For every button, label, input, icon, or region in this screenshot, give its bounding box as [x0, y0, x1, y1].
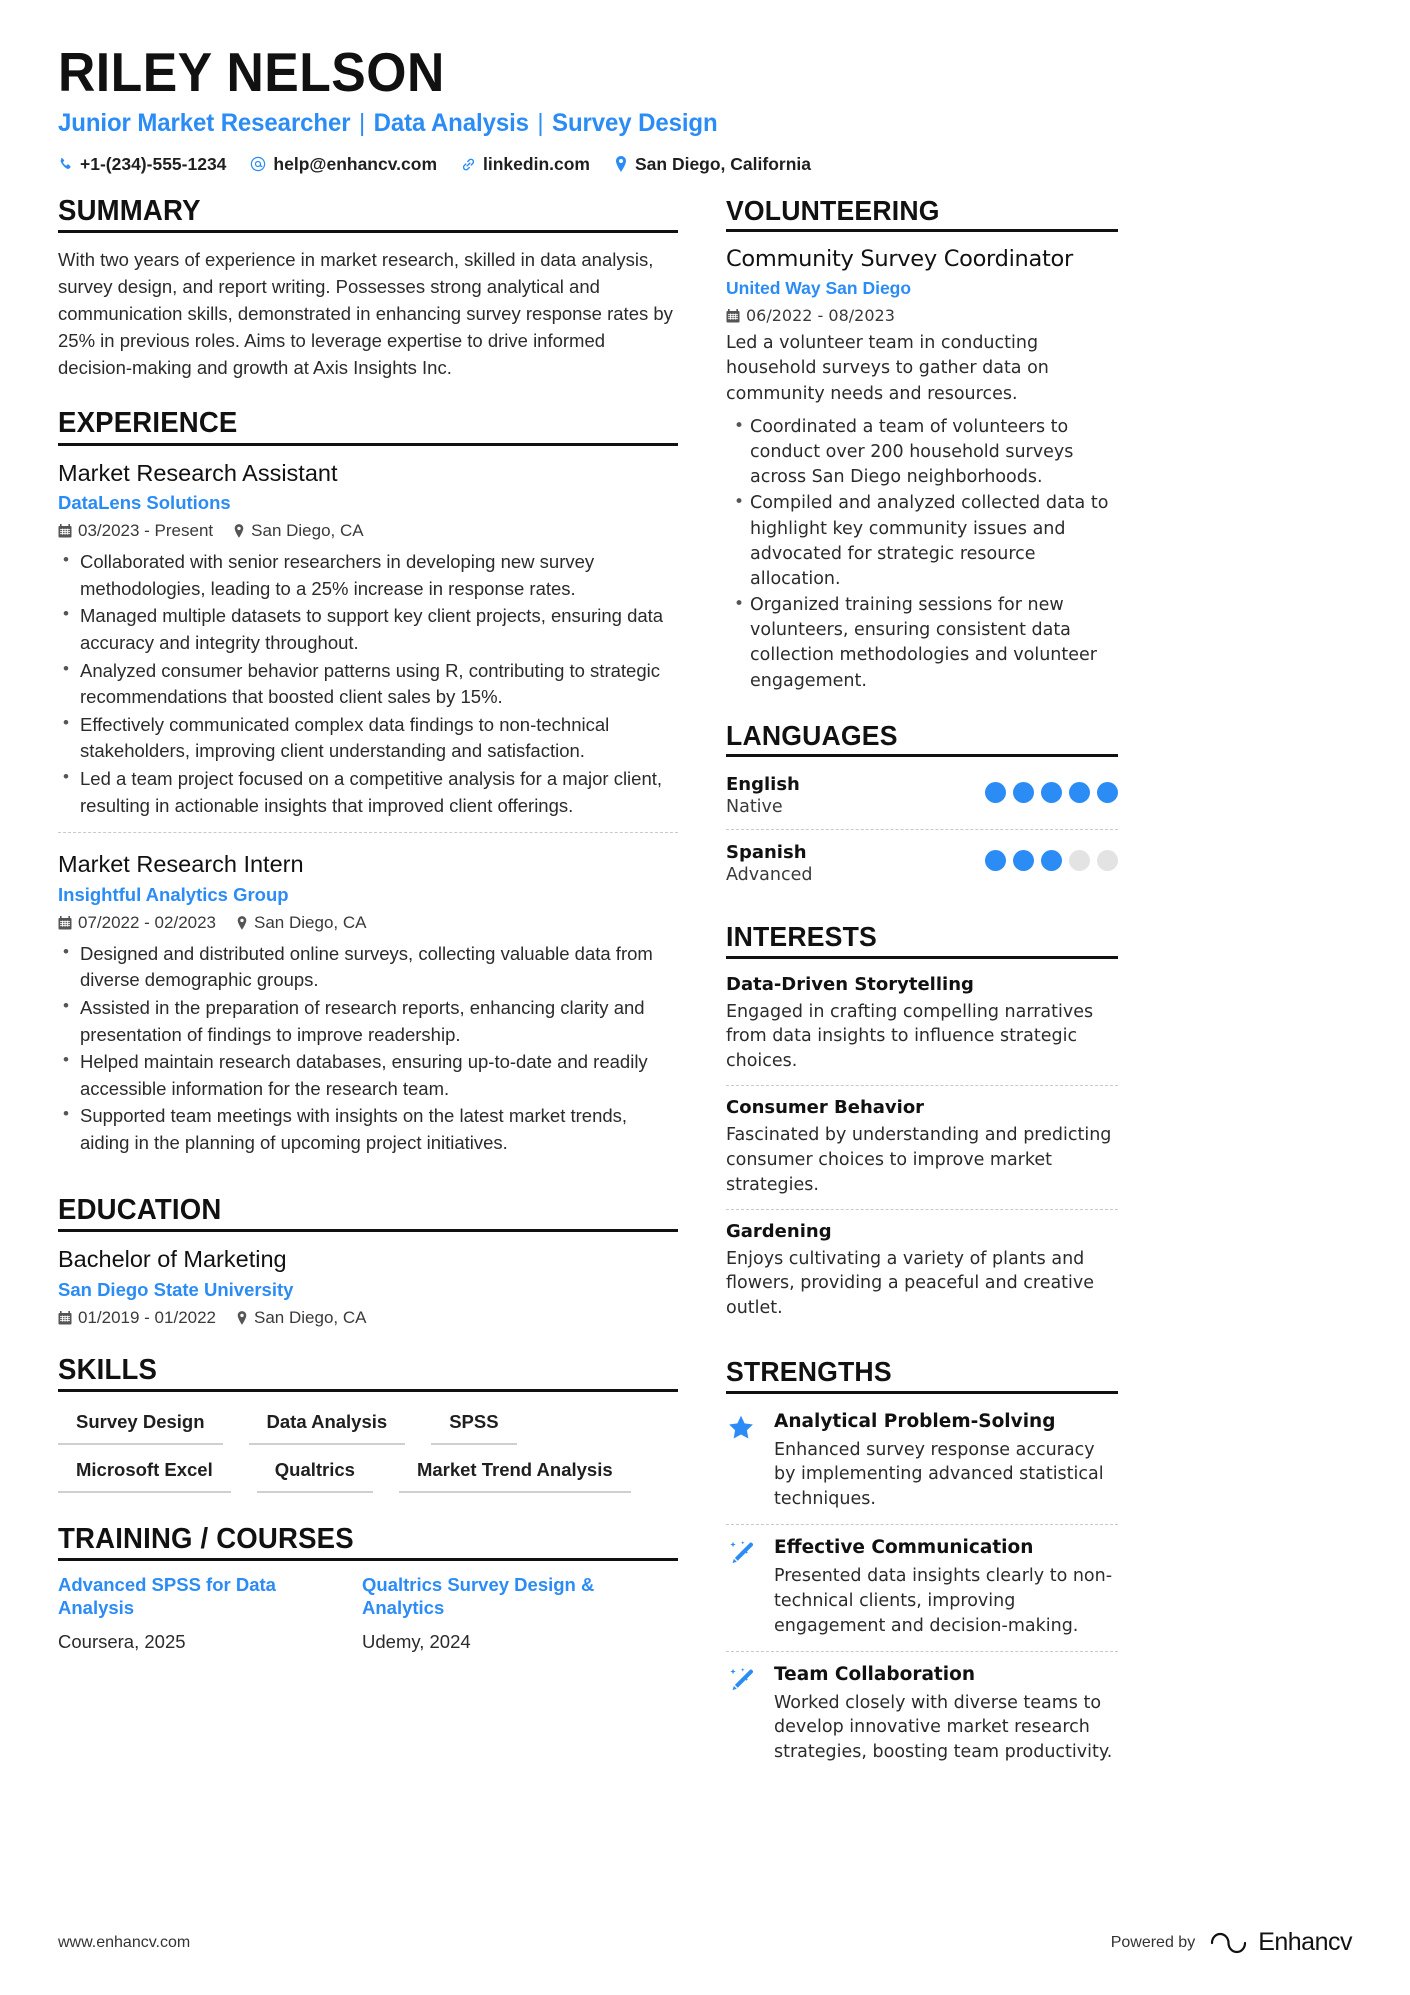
rating-dot: [1041, 782, 1062, 803]
page-footer: [58, 1928, 1352, 1957]
experience-company[interactable]: Insightful Analytics Group: [58, 883, 289, 905]
candidate-name: RILEY NELSON: [58, 41, 445, 103]
experience-entry: [58, 832, 678, 1169]
volunteering-description: Led a volunteer team in conducting household surveys to gather data on community needs and resources.: [726, 333, 1049, 404]
contact-bar: [58, 154, 1352, 175]
section-rule: [726, 229, 1118, 232]
language-info: [726, 842, 812, 885]
strength-body: [774, 1664, 1118, 1766]
interest-name: Consumer Behavior: [726, 1097, 925, 1119]
education-entry: [58, 1245, 678, 1327]
skills-list: [58, 1405, 678, 1493]
section-title-skills: SKILLS: [58, 1353, 158, 1386]
enhancv-mark-icon: [1209, 1930, 1249, 1956]
section-title-volunteering: VOLUNTEERING: [726, 194, 940, 226]
course-meta: Coursera, 2025: [58, 1631, 186, 1653]
section-rule: [58, 443, 678, 446]
language-level: Native: [726, 797, 783, 818]
section-rule: [58, 230, 678, 233]
contact-email[interactable]: [250, 154, 437, 175]
course-item: [58, 1574, 334, 1653]
rating-dot: [1013, 850, 1034, 871]
strength-description: Worked closely with diverse teams to develop innovative market research strategies, boosting team productivity.: [774, 1692, 1113, 1763]
headline-part-2: Data Analysis: [373, 108, 529, 137]
section-title-experience: EXPERIENCE: [58, 407, 238, 440]
headline-separator: |: [352, 108, 372, 137]
education-dates: [58, 1308, 216, 1328]
location-pin-icon: [233, 524, 245, 538]
bullet: • Designed and distributed online surveys, collecting valuable data from diverse demographic groups.: [58, 941, 678, 994]
skill-item: Data Analysis: [249, 1407, 406, 1445]
calendar-icon: [58, 916, 72, 930]
brand-logo: [1209, 1928, 1352, 1957]
section-rule: [58, 1558, 678, 1561]
section-rule: [726, 956, 1118, 959]
volunteering-role: Community Survey Coordinator: [726, 246, 1073, 273]
interest-description: Engaged in crafting compelling narratives from data insights to influence strategic choices.: [726, 1001, 1094, 1072]
education-dates-text: 01/2019 - 01/2022: [78, 1307, 217, 1327]
interest-item: [726, 1085, 1118, 1209]
section-rule: [58, 1389, 678, 1392]
education-location: [236, 1308, 366, 1328]
strength-description: Presented data insights clearly to non-technical clients, improving engagement and decision-making.: [774, 1566, 1113, 1636]
language-name: Spanish: [726, 842, 807, 864]
contact-phone-text: +1-(234)-555-1234: [80, 153, 227, 174]
interest-item: [726, 1209, 1118, 1333]
section-education: [58, 1194, 678, 1328]
headline-separator: |: [530, 108, 551, 137]
contact-phone[interactable]: [58, 154, 226, 175]
section-title-strengths: STRENGTHS: [726, 1356, 892, 1388]
strength-name: Analytical Problem-Solving: [774, 1410, 1056, 1432]
experience-role: Market Research Assistant: [58, 459, 338, 486]
strength-item: [726, 1524, 1118, 1651]
right-column: [726, 195, 1118, 1781]
section-title-languages: LANGUAGES: [726, 719, 898, 751]
experience-company[interactable]: DataLens Solutions: [58, 492, 231, 514]
volunteering-org[interactable]: United Way San Diego: [726, 278, 912, 299]
bullet: • Effectively communicated complex data findings to non-technical stakeholders, improving client understanding and satisfaction.: [58, 712, 678, 765]
section-strengths: [726, 1356, 1118, 1777]
interest-name: Data-Driven Storytelling: [726, 973, 974, 995]
bullet: • Supported team meetings with insights on the latest market trends, aiding in the planning of upcoming project initiatives.: [58, 1103, 678, 1156]
contact-link-text: linkedin.com: [483, 153, 590, 174]
location-icon: [614, 156, 628, 172]
left-column: [58, 195, 678, 1781]
course-meta: Udemy, 2024: [362, 1631, 471, 1653]
education-meta: [58, 1308, 678, 1328]
section-summary: [58, 195, 678, 381]
experience-dates: [58, 913, 216, 933]
brand-name: Enhancv: [1258, 1928, 1352, 1956]
course-name[interactable]: Qualtrics Survey Design & Analytics: [362, 1574, 595, 1619]
language-item: [726, 829, 1118, 897]
section-title-summary: SUMMARY: [58, 194, 201, 227]
calendar-icon: [58, 1311, 72, 1325]
experience-dates-text: 07/2022 - 02/2023: [78, 912, 217, 932]
powered-by-label: Powered by: [1110, 1933, 1196, 1951]
strength-item: [726, 1651, 1118, 1778]
section-rule: [58, 1229, 678, 1232]
course-name[interactable]: Advanced SPSS for Data Analysis: [58, 1574, 276, 1619]
language-rating: [985, 842, 1118, 871]
course-item: [362, 1574, 638, 1653]
experience-location: [233, 521, 363, 541]
interest-description: Fascinated by understanding and predicting consumer choices to improve market strategies.: [726, 1125, 1112, 1195]
section-title-education: EDUCATION: [58, 1193, 222, 1226]
section-skills: [58, 1354, 678, 1493]
rating-dot: [1041, 850, 1062, 871]
rating-dot: [1097, 782, 1118, 803]
experience-role: Market Research Intern: [58, 851, 304, 878]
strength-body: [774, 1537, 1118, 1639]
courses-list: [58, 1574, 678, 1653]
strength-name: Team Collaboration: [774, 1663, 975, 1685]
bullet: • Assisted in the preparation of research reports, enhancing clarity and presentation of findings to improve readership.: [58, 995, 678, 1048]
candidate-headline: [58, 109, 1300, 138]
contact-email-text: help@enhancv.com: [273, 153, 438, 174]
contact-location-text: San Diego, California: [634, 153, 811, 174]
summary-text: With two years of experience in market research, skilled in data analysis, survey design, and report writing. Possesses strong analytical and communication skills, demonstrated in enhancing survey response rates by 25% in previous roles. Aims to leverage expertise to drive informed decision-making and growth at Axis Insights Inc.: [58, 249, 673, 379]
rating-dot: [1013, 782, 1034, 803]
strength-body: [774, 1411, 1118, 1513]
experience-entry: [58, 459, 678, 833]
experience-location-text: San Diego, CA: [251, 521, 364, 541]
section-rule: [726, 754, 1118, 757]
experience-dates-text: 03/2023 - Present: [78, 521, 214, 541]
section-interests: [726, 921, 1118, 1332]
calendar-icon: [726, 309, 740, 323]
language-level: Advanced: [726, 865, 813, 886]
location-pin-icon: [236, 916, 248, 930]
headline-part-3: Survey Design: [552, 108, 718, 137]
education-school[interactable]: San Diego State University: [58, 1278, 294, 1300]
language-rating: [985, 774, 1118, 803]
section-experience: [58, 407, 678, 1169]
rating-dot: [985, 850, 1006, 871]
strength-item: [726, 1407, 1118, 1525]
section-languages: [726, 720, 1118, 897]
experience-dates: [58, 521, 213, 541]
volunteering-meta: [726, 306, 1118, 325]
section-training: [58, 1523, 678, 1653]
section-rule: [726, 1391, 1118, 1394]
skill-item: Survey Design: [58, 1407, 223, 1445]
volunteering-dates-text: 06/2022 - 08/2023: [746, 306, 895, 326]
rating-dot: [1097, 850, 1118, 871]
footer-url[interactable]: www.enhancv.com: [58, 1933, 191, 1951]
skill-item: Market Trend Analysis: [399, 1455, 631, 1493]
phone-icon: [58, 157, 73, 172]
experience-bullets: [58, 549, 678, 819]
skill-item: SPSS: [431, 1407, 516, 1445]
language-name: English: [726, 774, 800, 796]
experience-location: [236, 913, 366, 933]
headline-part-1: Junior Market Researcher: [58, 108, 351, 137]
resume-header: [58, 41, 1352, 175]
interest-description: Enjoys cultivating a variety of plants and flowers, providing a peaceful and creative outlet.: [726, 1248, 1095, 1319]
bullet: • Organized training sessions for new volunteers, ensuring consistent data collection methodologies and volunteer engagement.: [726, 593, 1118, 694]
experience-meta: [58, 521, 678, 541]
section-title-training: TRAINING / COURSES: [58, 1523, 354, 1555]
skill-item: Microsoft Excel: [58, 1455, 231, 1493]
resume-columns: [58, 195, 1352, 1781]
volunteering-bullets: [726, 415, 1118, 694]
bullet: • Coordinated a team of volunteers to conduct over 200 household surveys across San Diego neighborhoods.: [726, 415, 1118, 491]
link-icon: [461, 157, 476, 172]
rating-dot: [1069, 850, 1090, 871]
magic-wand-icon: [726, 1664, 760, 1766]
volunteering-entry: [726, 245, 1118, 694]
rating-dot: [1069, 782, 1090, 803]
strength-description: Enhanced survey response accuracy by implementing advanced statistical techniques.: [774, 1439, 1104, 1510]
footer-branding: [1111, 1928, 1352, 1957]
email-icon: [250, 156, 266, 172]
interest-name: Gardening: [726, 1220, 832, 1242]
language-info: [726, 774, 800, 817]
education-location-text: San Diego, CA: [254, 1307, 367, 1327]
bullet: • Collaborated with senior researchers in developing new survey methodologies, leading to a 25% increase in response rates.: [58, 549, 678, 602]
bullet: • Analyzed consumer behavior patterns using R, contributing to strategic recommendations that boosted client sales by 15%.: [58, 658, 678, 711]
section-title-interests: INTERESTS: [726, 921, 877, 953]
bullet: • Compiled and analyzed collected data to highlight key community issues and advocated for strategic resource allocation.: [726, 491, 1118, 592]
calendar-icon: [58, 524, 72, 538]
bullet: • Managed multiple datasets to support key client projects, ensuring data accuracy and integrity throughout.: [58, 603, 678, 656]
experience-meta: [58, 913, 678, 933]
magic-wand-icon: [726, 1537, 760, 1639]
rating-dot: [985, 782, 1006, 803]
experience-location-text: San Diego, CA: [254, 912, 367, 932]
experience-bullets: [58, 941, 678, 1157]
star-icon: [726, 1411, 760, 1513]
education-degree: Bachelor of Marketing: [58, 1246, 287, 1273]
contact-location: [614, 154, 811, 175]
bullet: • Helped maintain research databases, ensuring up-to-date and readily accessible information for the research team.: [58, 1049, 678, 1102]
contact-link[interactable]: [461, 154, 590, 175]
interest-item: [726, 972, 1118, 1086]
strength-name: Effective Communication: [774, 1537, 1034, 1559]
language-item: [726, 770, 1118, 829]
section-volunteering: [726, 195, 1118, 694]
location-pin-icon: [236, 1311, 248, 1325]
skill-item: Qualtrics: [257, 1455, 373, 1493]
volunteering-dates: [726, 306, 895, 325]
bullet: • Led a team project focused on a competitive analysis for a major client, resulting in actionable insights that improved client offerings.: [58, 766, 678, 819]
